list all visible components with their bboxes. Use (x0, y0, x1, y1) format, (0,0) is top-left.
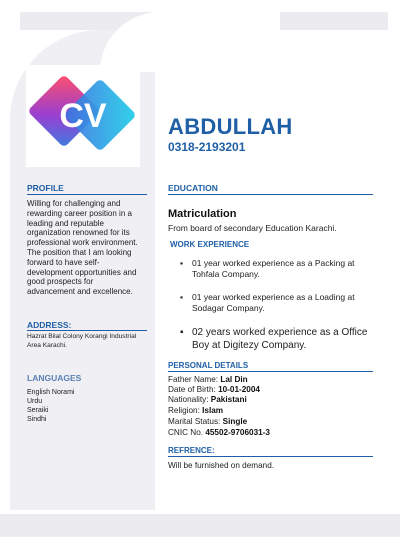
education-rule (168, 194, 373, 195)
work-item (180, 292, 370, 314)
candidate-name: ABDULLAH (168, 114, 293, 139)
detail-value: 45502-9706031-3 (205, 428, 270, 437)
cv-logo-icon (26, 65, 140, 167)
work-item (180, 326, 370, 352)
education-title: Matriculation (168, 208, 237, 220)
education-subtitle: From board of secondary Education Karachi. (168, 223, 337, 233)
bullet-icon: ▪ (180, 292, 184, 302)
detail-label: Father Name: (168, 375, 219, 384)
address-rule (27, 330, 147, 331)
language-item: Sindhi (27, 416, 47, 423)
education-heading: EDUCATION (168, 183, 218, 193)
reference-heading: REFRENCE: (168, 446, 215, 455)
footer-band (0, 514, 400, 537)
personal-details-rule (168, 371, 373, 372)
detail-row (168, 375, 248, 385)
work-item-text: 01 year worked experience as a Loading at Sodagar Company. (192, 292, 355, 313)
address-text: Hazrat Bilal Colony Korangi Industrial Area Karachi. (27, 333, 137, 349)
detail-value: Islam (202, 406, 224, 415)
work-experience-heading: WORK EXPERIENCE (170, 240, 250, 249)
cv-logo (26, 65, 140, 167)
detail-label: Nationality: (168, 395, 209, 404)
detail-label: Marital Status: (168, 417, 221, 426)
detail-row (168, 385, 260, 395)
detail-row (168, 395, 247, 405)
profile-heading: PROFILE (27, 183, 64, 193)
detail-value: 10-01-2004 (218, 385, 260, 394)
work-item-text: 02 years worked experience as a Office Boy at Digitezy Company. (192, 327, 368, 351)
detail-row (168, 428, 270, 438)
address-heading: ADDRESS: (27, 320, 72, 330)
language-item: English Norami (27, 389, 75, 396)
detail-value: Pakistani (210, 395, 247, 404)
detail-row (168, 406, 223, 416)
logo-text: CV (59, 97, 107, 135)
detail-value: Single (222, 417, 248, 426)
reference-text: Will be furnished on demand. (168, 461, 275, 470)
languages-heading: LANGUAGES (27, 373, 82, 383)
profile-rule (27, 194, 147, 195)
reference-rule (168, 456, 373, 457)
bullet-icon: ▪ (180, 327, 184, 338)
profile-text: Willing for challenging and rewarding career position in a leading and reputable organization renowned for its professional work environment. The position that I am looking forward to have self-development opportunities and good prospects for advancement and excellence. (27, 199, 138, 297)
personal-details-heading: PERSONAL DETAILS (168, 361, 249, 370)
bullet-icon: ▪ (180, 258, 184, 268)
phone-number: 0318-2193201 (168, 140, 246, 154)
detail-row (168, 417, 247, 427)
languages-list (27, 388, 142, 424)
detail-value: Lal Din (220, 375, 248, 384)
decorative-arc (100, 12, 280, 72)
detail-label: Date of Birth: (168, 385, 216, 394)
work-item (180, 258, 370, 280)
language-item: Seraiki (27, 407, 49, 414)
language-item: Urdu (27, 398, 43, 405)
detail-label: CNIC No. (168, 428, 204, 437)
detail-label: Religion: (168, 406, 200, 415)
work-item-text: 01 year worked experience as a Packing at Tohfala Company. (192, 258, 355, 279)
